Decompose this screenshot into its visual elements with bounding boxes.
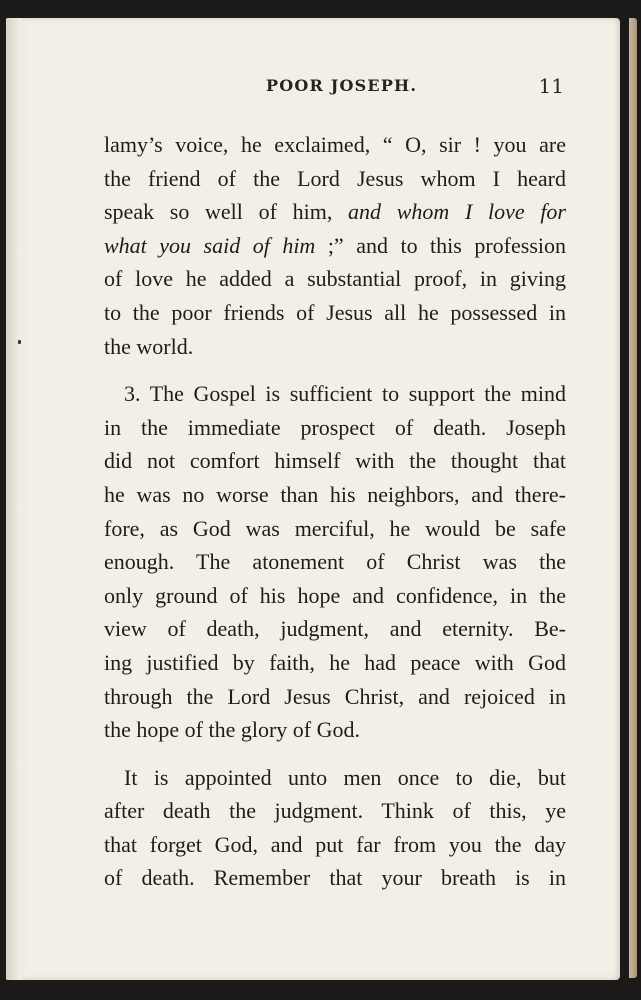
- italic-run: and whom I love for: [348, 199, 566, 225]
- text-line: enough. The atonement of Christ was the: [104, 549, 566, 575]
- text-line: the hope of the glory of God.: [104, 717, 360, 743]
- text-line: of death. Remember that your breath is in: [104, 865, 566, 891]
- text-line: that forget God, and put far from you the day: [104, 831, 566, 857]
- text-line: only ground of his hope and confidence, in the: [104, 582, 566, 608]
- text-line: the friend of the Lord Jesus whom I heard: [104, 165, 566, 191]
- text-line: [104, 195, 566, 229]
- page-body: [104, 128, 566, 895]
- text-line: to the poor friends of Jesus all he possessed in: [104, 299, 566, 325]
- margin-mark: [18, 340, 21, 344]
- running-head: POOR JOSEPH.: [266, 76, 418, 95]
- paragraph-gap: [104, 747, 566, 761]
- text-run: ;” and to this profession: [315, 232, 566, 258]
- page-edge: [629, 18, 637, 978]
- text-line: he was no worse than his neighbors, and there-: [104, 481, 566, 507]
- text-line: in the immediate prospect of death. Joseph: [104, 414, 566, 440]
- page-number: 11: [538, 74, 564, 98]
- book-page: [6, 18, 620, 980]
- text-line: of love he added a substantial proof, in giving: [104, 266, 566, 292]
- text-line: It is appointed unto men once to die, but: [124, 764, 566, 790]
- italic-run: what you said of him: [104, 232, 316, 258]
- text-line: did not comfort himself with the thought that: [104, 448, 566, 474]
- text-line: view of death, judgment, and eternity. Be-: [104, 616, 566, 642]
- text-line: fore, as God was merciful, he would be safe: [104, 515, 566, 541]
- text-line: through the Lord Jesus Christ, and rejoiced in: [104, 683, 566, 709]
- text-run: speak so well of him,: [104, 199, 349, 225]
- page-gutter: [6, 18, 22, 980]
- paragraph-3: [104, 761, 566, 895]
- text-line: after death the judgment. Think of this, ye: [104, 798, 566, 824]
- page-header: [104, 76, 566, 106]
- paragraph-1: [104, 128, 566, 363]
- text-line: lamy’s voice, he exclaimed, “ O, sir ! you are: [104, 132, 566, 157]
- text-line: [104, 229, 566, 263]
- text-line: the world.: [104, 333, 194, 359]
- text-line: ing justified by faith, he had peace with God: [104, 649, 566, 675]
- text-line: 3. The Gospel is sufficient to support the mind: [124, 381, 566, 407]
- paragraph-gap: [104, 363, 566, 377]
- paragraph-2: [104, 377, 566, 747]
